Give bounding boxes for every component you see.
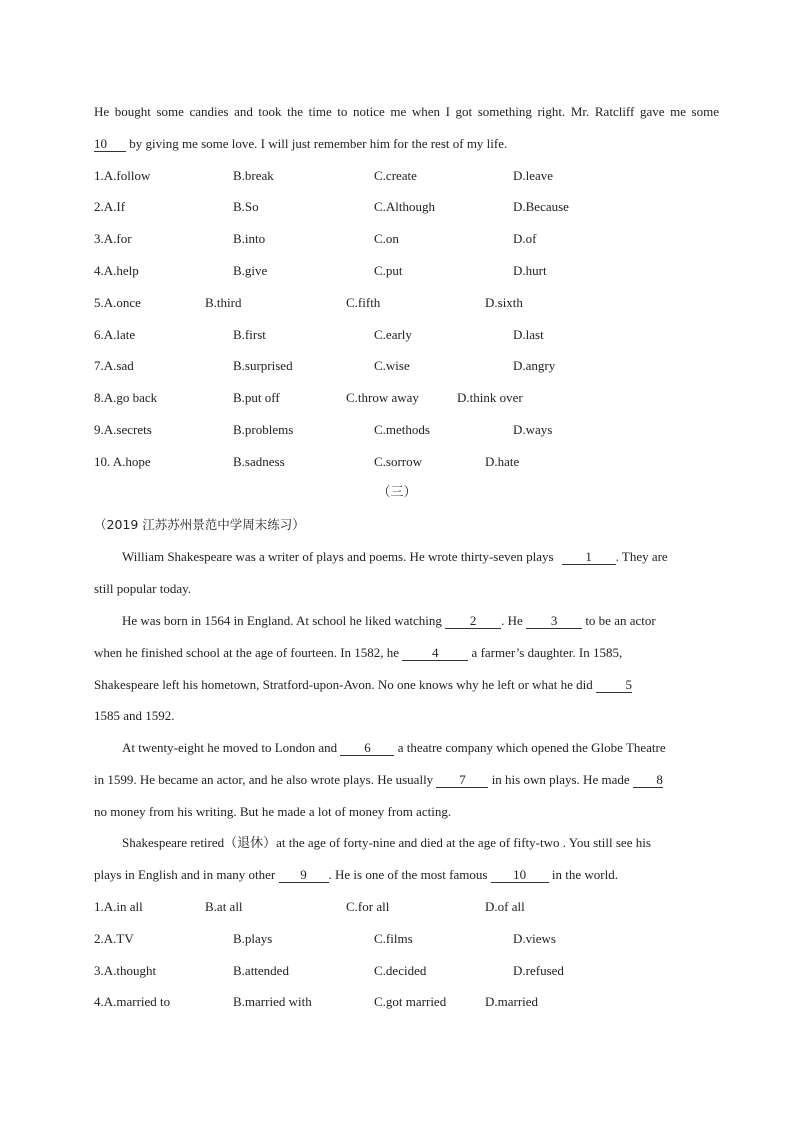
option: 2.A.If [94,199,126,214]
option: 7.A.sad [94,358,134,373]
source-note: （2019 江苏苏州景范中学周末练习） [94,517,305,532]
option: B.break [233,168,274,183]
option: 3.A.thought [94,963,157,978]
option: C.methods [374,422,430,437]
passage-line: plays in English and in many other 9 . He is one of the most famous 10 in the world. [94,867,618,882]
blank-10: 10 [491,868,549,883]
option: B.attended [233,963,289,978]
option: 1.A.in all [94,899,143,914]
option: C.sorrow [374,454,423,469]
passage-line: William Shakespeare was a writer of plays and poems. He wrote thirty-seven plays 1 . They are [122,549,668,564]
option: D.refused [513,963,564,978]
option: 1.A.follow [94,168,151,183]
option: B.problems [233,422,294,437]
option: C.got married [374,994,447,1009]
option: D.leave [513,168,554,183]
blank-10: 10 [94,137,126,152]
section-heading: （三） [377,485,417,500]
option: 4.A.help [94,263,139,278]
blank-2: 2 [445,614,501,629]
option: 5.A.once [94,295,141,310]
blank-8: 8 [633,773,663,788]
option: 10. A.hope [94,454,151,469]
option: D.hurt [513,263,547,278]
passage-line: when he finished school at the age of fourteen. In 1582, he 4 a farmer’s daughter. In 1585, [94,645,623,660]
passage-line: He was born in 1564 in England. At school he liked watching 2 . He 3 to be an actor [122,613,656,628]
passage-line: At twenty-eight he moved to London and 6 a theatre company which opened the Globe Theatre [122,740,666,755]
passage-line: Shakespeare left his hometown, Stratford-upon-Avon. No one knows why he left or what he did 5 [94,677,632,692]
option: B.plays [233,931,273,946]
passage-line: 1585 and 1592. [94,708,175,723]
option: C.decided [374,963,427,978]
blank-5: 5 [596,678,632,693]
option: 9.A.secrets [94,422,152,437]
option: B.first [233,327,266,342]
passage-line: still popular today. [94,581,192,596]
option: D.last [513,327,544,342]
option: C.films [374,931,413,946]
option: B.put off [233,390,280,405]
blank-6: 6 [340,741,394,756]
passage-line [94,136,719,152]
option: C.throw away [346,390,419,405]
passage-line: in 1599. He became an actor, and he also wrote plays. He usually 7 in his own plays. He made 8 [94,772,663,787]
option: C.fifth [346,295,381,310]
option: 4.A.married to [94,994,171,1009]
blank-7: 7 [436,773,488,788]
passage-line: He bought some candies and took the time to notice me when I got something right. Mr. Ratcliff gave me some [94,104,719,119]
option: D.sixth [485,295,523,310]
option: C.put [374,263,403,278]
option: C.create [374,168,417,183]
option: D.of all [485,899,525,914]
passage-line: no money from his writing. But he made a lot of money from acting. [94,804,452,819]
option: B.So [233,199,259,214]
blank-4: 4 [402,646,468,661]
option: D.of [513,231,537,246]
option: B.at all [205,899,243,914]
option: D.think over [457,390,523,405]
option: 2.A.TV [94,931,134,946]
option: B.surprised [233,358,293,373]
option: D.married [485,994,539,1009]
option: D.hate [485,454,520,469]
option: D.views [513,931,556,946]
passage-text: by giving me some love. I will just remember him for the rest of my life. [129,136,508,151]
option: 3.A.for [94,231,132,246]
option: C.on [374,231,399,246]
blank-3: 3 [526,614,582,629]
option: B.married with [233,994,312,1009]
option: B.into [233,231,266,246]
option: B.give [233,263,268,278]
option: D.Because [513,199,569,214]
option: 8.A.go back [94,390,158,405]
option: C.early [374,327,412,342]
option: D.angry [513,358,556,373]
option: C.for all [346,899,390,914]
option: B.third [205,295,242,310]
option: B.sadness [233,454,285,469]
option: C.wise [374,358,410,373]
blank-9: 9 [279,868,329,883]
option: D.ways [513,422,553,437]
passage-line: Shakespeare retired（退休）at the age of forty-nine and died at the age of fifty-two . You still see his [122,835,651,850]
option: C.Although [374,199,436,214]
option: 6.A.late [94,327,136,342]
blank-1: 1 [562,550,616,565]
